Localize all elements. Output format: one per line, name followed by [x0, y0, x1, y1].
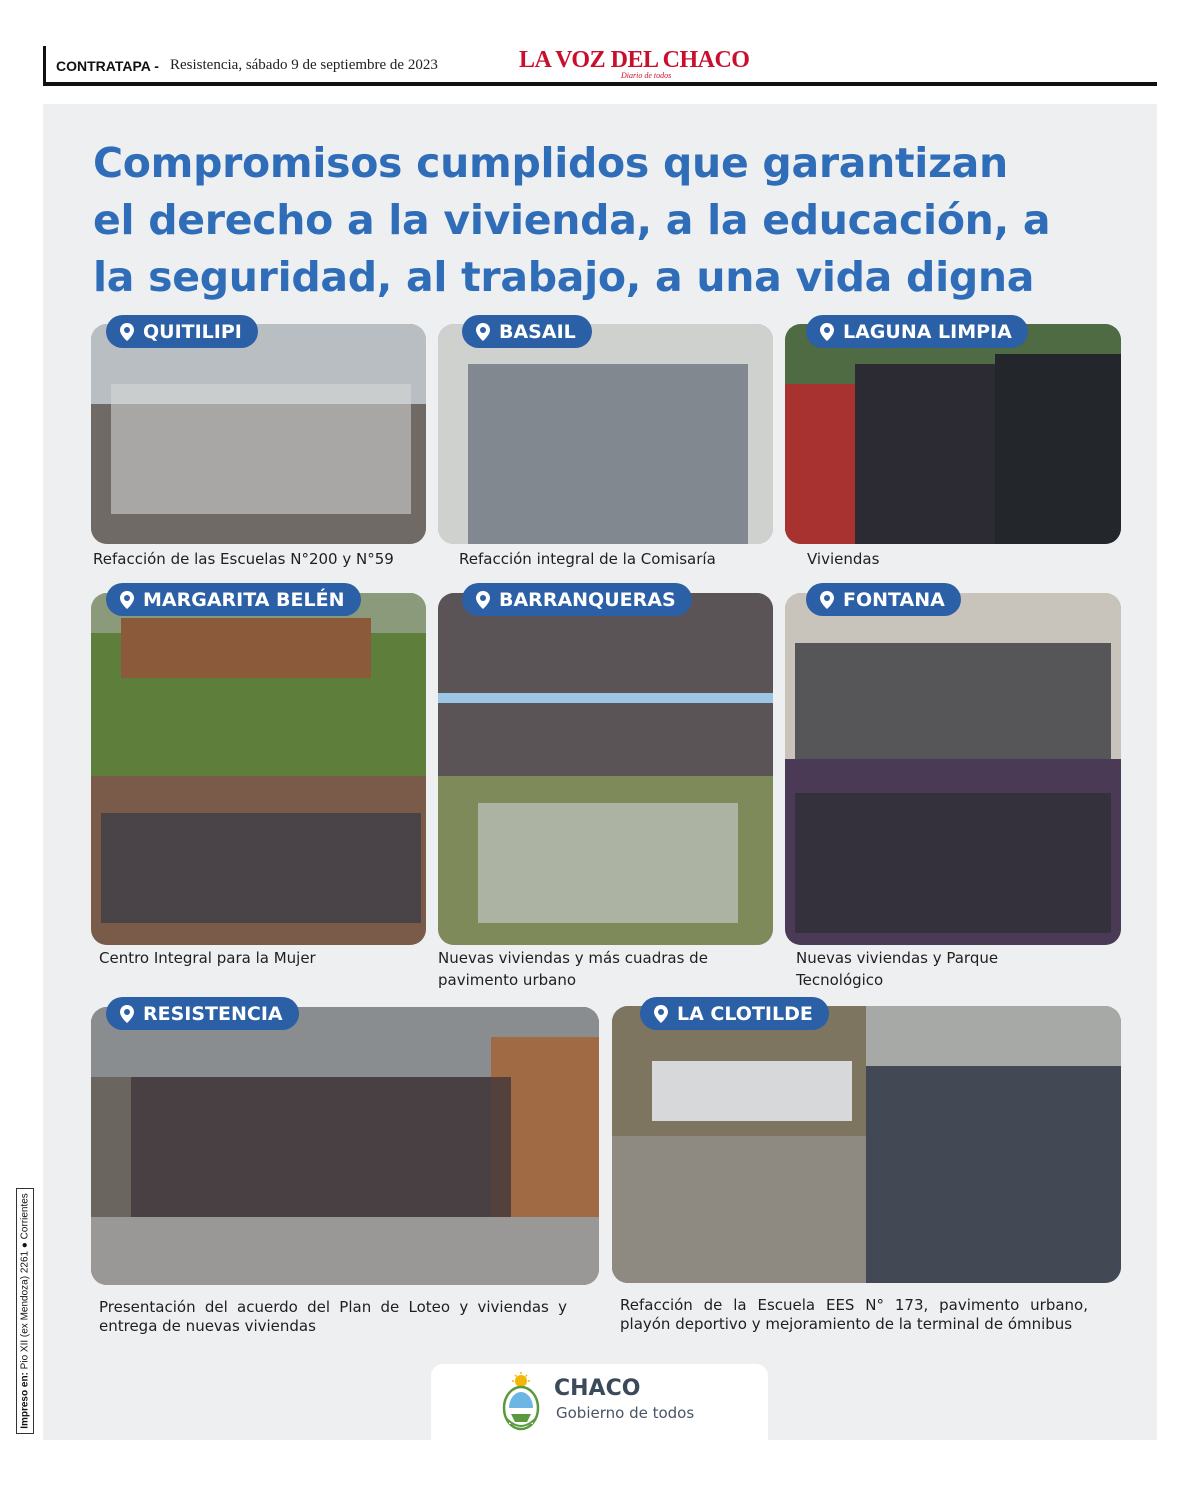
location-tag-barranqueras [462, 583, 692, 616]
photo-resistencia [91, 1007, 599, 1285]
headline-line-3: la seguridad, al trabajo, a una vida digna [93, 253, 1035, 301]
location-tag-label: BARRANQUERAS [499, 588, 676, 611]
masthead-left-bar [43, 46, 46, 84]
location-pin-icon [820, 591, 834, 609]
printer-info-text [20, 1193, 31, 1429]
caption-margarita-belen: Centro Integral para la Mujer [99, 949, 316, 967]
caption-barranqueras: Nuevas viviendas y más cuadras de pavimento urbano [438, 949, 708, 989]
location-tag-label: MARGARITA BELÉN [143, 588, 345, 611]
newspaper-logo: LA VOZ DEL CHACO [519, 47, 750, 73]
caption-la-clotilde: Refacción de la Escuela EES N° 173, pavimento urbano, playón deportivo y mejoramiento de la terminal de ómnibus [620, 1296, 1088, 1333]
location-tag-la-clotilde [640, 997, 829, 1030]
newspaper-tagline: Diario de todos [621, 71, 672, 80]
caption-laguna-limpia: Viviendas [807, 550, 880, 568]
location-pin-icon [820, 323, 834, 341]
logo-tagline: Gobierno de todos [556, 1404, 695, 1422]
location-pin-icon [120, 323, 134, 341]
location-tag-label: LA CLOTILDE [677, 1002, 813, 1025]
section-label: CONTRATAPA - [56, 58, 159, 74]
printer-address: Pio XII (ex Mendoza) 2261 ● Corrientes [19, 1193, 31, 1370]
location-tag-label: FONTANA [843, 588, 945, 611]
page-headline [93, 135, 1133, 306]
masthead-rule [43, 82, 1157, 86]
location-tag-resistencia [106, 997, 299, 1030]
location-pin-icon [120, 591, 134, 609]
location-pin-icon [654, 1005, 668, 1023]
provincial-coat-of-arms-icon [497, 1372, 545, 1432]
logo-name: CHACO [554, 1376, 641, 1401]
dateline: Resistencia, sábado 9 de septiembre de 2023 [170, 57, 438, 73]
headline-line-1: Compromisos cumplidos que garantizan [93, 139, 1008, 187]
photo-margarita-belen [91, 593, 426, 945]
masthead [43, 46, 1157, 86]
chaco-government-logo [431, 1364, 768, 1440]
location-tag-label: LAGUNA LIMPIA [843, 320, 1012, 343]
location-tag-quitilipi [106, 315, 258, 348]
printer-info [16, 1188, 34, 1434]
photo-quitilipi [91, 324, 426, 544]
printer-label: Impreso en: [19, 1372, 31, 1429]
photo-fontana [785, 593, 1121, 945]
location-tag-margarita-belen [106, 583, 361, 616]
caption-basail: Refacción integral de la Comisaría [459, 550, 716, 568]
photo-la-clotilde [612, 1006, 1121, 1283]
location-tag-basail [462, 315, 592, 348]
location-tag-laguna-limpia [806, 315, 1028, 348]
location-tag-label: QUITILIPI [143, 320, 242, 343]
location-pin-icon [120, 1005, 134, 1023]
location-tag-label: RESISTENCIA [143, 1002, 283, 1025]
location-tag-label: BASAIL [499, 320, 576, 343]
location-pin-icon [476, 591, 490, 609]
caption-resistencia: Presentación del acuerdo del Plan de Loteo y viviendas y entrega de nuevas viviendas [99, 1298, 567, 1335]
location-pin-icon [476, 323, 490, 341]
caption-quitilipi: Refacción de las Escuelas N°200 y N°59 [93, 550, 394, 568]
location-tag-fontana [806, 583, 961, 616]
photo-barranqueras [438, 593, 773, 945]
photo-laguna-limpia [785, 324, 1121, 544]
caption-fontana: Nuevas viviendas y Parque Tecnológico [796, 949, 999, 989]
headline-line-2: el derecho a la vivienda, a la educación, a [93, 196, 1051, 244]
photo-basail [438, 324, 773, 544]
